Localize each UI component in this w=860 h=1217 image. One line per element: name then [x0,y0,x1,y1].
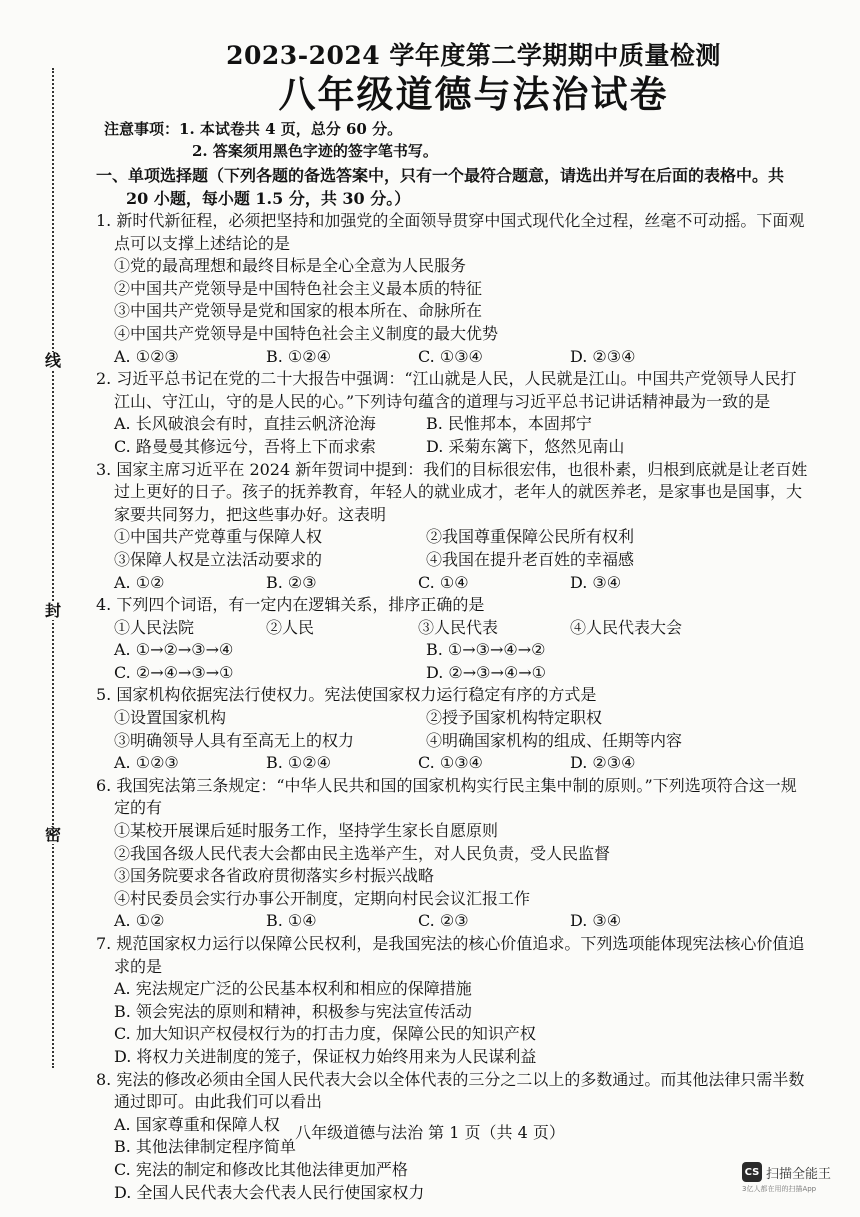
option-c: C. ①③④ [418,753,483,773]
question-stem: 8. 宪法的修改必须由全国人民代表大会以全体代表的三分之二以上的多数通过。而其他法律只需半数通过即可。由此我们可以看出 [96,1069,805,1112]
option-c: C. 加大知识产权侵权行为的打击力度，保障公民的知识产权 [114,1024,536,1044]
statement: ④村民委员会实行办事公开制度，定期向村民会议汇报工作 [114,888,531,908]
question-stem: 3. 国家主席习近平在 2024 新年贺词中提到：我们的目标很宏伟，也很朴素，归根到底就是让老百姓过上更好的日子。孩子的抚养教育，年轻人的就业成才，老年人的就医养老，是家事也是国事，大家要共同努力，把这些事办好。这表明 [96,459,808,524]
statement: ②我国尊重保障公民所有权利 [426,527,635,547]
margin-char-xian: 线 [44,351,61,370]
option-d: D. ③④ [570,572,622,592]
statements-row [96,707,811,730]
option-b: B. ②③ [266,572,317,592]
notice-block [96,118,811,162]
option-a: A. ①②③ [114,753,179,773]
notice-line-2: 2. 答案须用黑色字迹的签字笔书写。 [192,142,438,160]
exam-page [96,40,811,1204]
options-row [96,752,811,775]
statements-row [96,730,811,753]
question-2 [96,368,811,458]
statement: ①中国共产党尊重与保障人权 [114,527,323,547]
statement: ④人民代表大会 [570,617,683,637]
statement: ①党的最高理想和最终目标是全心全意为人民服务 [114,256,467,276]
options-row [96,436,811,459]
question-stem: 6. 我国宪法第三条规定：“中华人民共和国的国家机构实行民主集中制的原则。”下列选项符合这一规定的有 [96,775,797,818]
question-4 [96,594,811,684]
option-a: A. 宪法规定广泛的公民基本权利和相应的保障措施 [114,979,472,999]
statements-row [96,526,811,549]
statement: ②人民 [266,617,315,637]
option-b: B. ①④ [266,911,317,931]
statement: ②授予国家机构特定职权 [426,708,603,728]
option-c: C. ①③④ [418,346,483,366]
question-stem: 1. 新时代新征程，必须把坚持和加强党的全面领导贯穿中国式现代化全过程，丝毫不可动摇。下面观点可以支撑上述结论的是 [96,211,805,253]
options-row [96,572,811,595]
option-a: A. ①② [114,911,165,931]
option-c: C. 宪法的制定和修改比其他法律更加严格 [114,1159,408,1179]
statement: ④明确国家机构的组成、任期等内容 [426,730,683,750]
options-row [96,662,811,685]
question-stem: 2. 习近平总书记在党的二十大报告中强调：“江山就是人民，人民就是江山。中国共产党领导人民打江山、守江山，守的是人民的心。”下列诗句蕴含的道理与习近平总书记讲话精神最为一致的是 [96,369,797,411]
statements-row [96,549,811,572]
exam-title: 2023-2024 学年度第二学期期中质量检测 [226,41,721,70]
option-b: B. ①②④ [266,753,331,773]
option-b: B. ①②④ [266,346,331,366]
watermark-tagline: 3亿人都在用的扫描App [742,1185,817,1193]
option-a: A. ①②③ [114,346,179,366]
question-stem: 4. 下列四个词语，有一定内在逻辑关系，排序正确的是 [96,595,485,615]
margin-char-mi: 密 [44,825,61,844]
options-row [96,639,811,662]
scanner-watermark [742,1162,852,1194]
statement: ③明确领导人具有至高无上的权力 [114,730,355,750]
option-a: A. 长风破浪会有时，直挂云帆济沧海 [114,414,376,434]
statement: ③人民代表 [418,617,499,637]
option-d: D. ③④ [570,911,622,931]
question-6 [96,775,811,933]
section-heading: 一、单项选择题（下列各题的备选答案中，只有一个最符合题意，请选出并写在后面的表格中。共 20 小题，每小题 1.5 分，共 30 分。） [96,166,785,208]
option-d: D. 采菊东篱下，悠然见南山 [426,436,625,456]
option-a: A. ①→②→③→④ [114,640,234,660]
page-footer: 八年级道德与法治 第 1 页（共 4 页） [295,1123,565,1142]
camscanner-logo-icon: CS [742,1162,762,1182]
option-d: D. 将权力关进制度的笼子，保证权力始终用来为人民谋利益 [114,1046,537,1066]
option-c: C. ①④ [418,572,469,592]
statement: ①设置国家机构 [114,708,227,728]
statements-row [96,617,811,640]
statement: ④我国在提升老百姓的幸福感 [426,549,635,569]
statement: ③中国共产党领导是党和国家的根本所在、命脉所在 [114,301,483,321]
statement: ③国务院要求各省政府贯彻落实乡村振兴战略 [114,866,435,886]
option-b: B. 其他法律制定程序简单 [114,1137,296,1157]
question-1 [96,210,811,368]
option-c: C. ②③ [418,911,469,931]
exam-subtitle: 八年级道德与法治试卷 [278,72,669,116]
option-a: A. 国家尊重和保障人权 [114,1114,280,1134]
option-d: D. ②③④ [570,753,636,773]
question-7 [96,933,811,1069]
option-d: D. ②→③→④→① [426,662,547,682]
binding-margin-line [52,68,54,1068]
option-b: B. ①→③→④→② [426,640,546,660]
option-b: B. 民惟邦本，本固邦宁 [426,414,592,434]
margin-char-feng: 封 [44,601,61,620]
statement: ④中国共产党领导是中国特色社会主义制度的最大优势 [114,323,499,343]
statement: ①某校开展课后延时服务工作，坚持学生家长自愿原则 [114,821,499,841]
question-stem: 5. 国家机构依据宪法行使权力。宪法使国家权力运行稳定有序的方式是 [96,685,597,705]
question-3 [96,459,811,595]
question-stem: 7. 规范国家权力运行以保障公民权利，是我国宪法的核心价值追求。下列选项能体现宪法核心价值追求的是 [96,934,805,976]
option-d: D. 全国人民代表大会代表人民行使国家权力 [114,1182,425,1202]
options-row [96,413,811,436]
options-row [96,346,811,369]
watermark-app-name: 扫描全能王 [766,1166,832,1182]
notice-line-1: 注意事项：1. 本试卷共 4 页，总分 60 分。 [104,120,403,138]
option-d: D. ②③④ [570,346,636,366]
statement: ③保障人权是立法活动要求的 [114,549,323,569]
option-a: A. ①② [114,572,165,592]
option-b: B. 领会宪法的原则和精神，积极参与宪法宣传活动 [114,1001,472,1021]
options-row [96,910,811,933]
statement: ②我国各级人民代表大会都由民主选举产生，对人民负责，受人民监督 [114,843,611,863]
option-c: C. 路曼曼其修远兮，吾将上下而求索 [114,436,376,456]
statement: ①人民法院 [114,617,195,637]
statement: ②中国共产党领导是中国特色社会主义最本质的特征 [114,278,483,298]
option-c: C. ②→④→③→① [114,662,234,682]
question-5 [96,684,811,774]
